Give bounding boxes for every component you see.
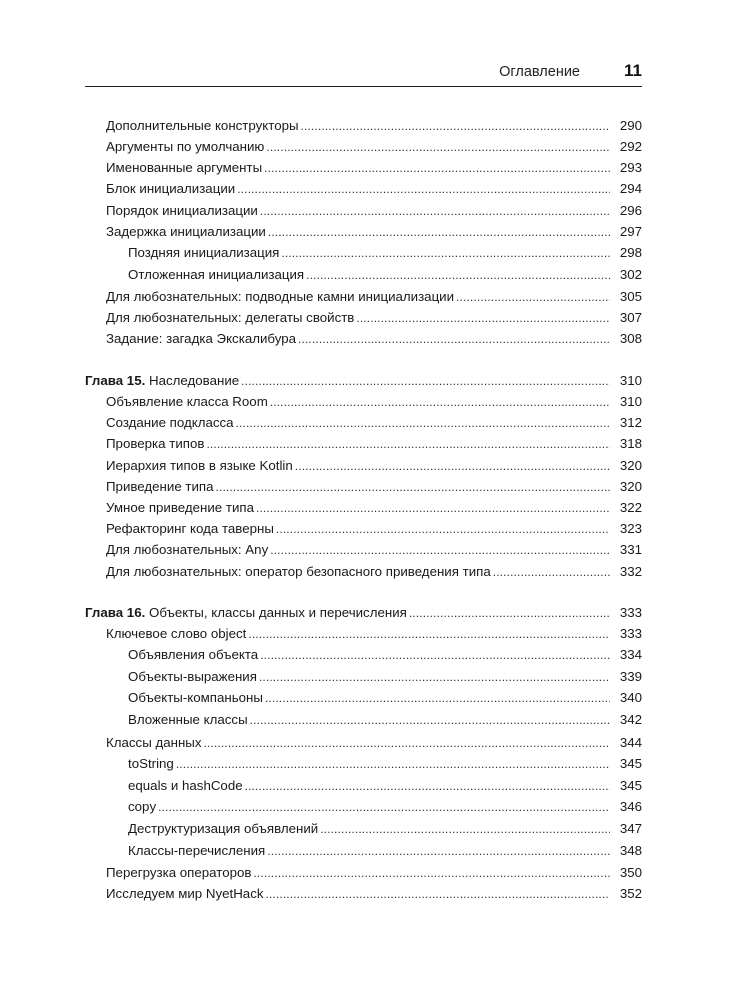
toc-entry-title: Вложенные классы <box>128 712 248 727</box>
toc-entry-title: Объекты-компаньоны <box>128 690 263 705</box>
toc-subentry[interactable] <box>128 819 642 839</box>
toc-entry-title: toString <box>128 756 174 771</box>
toc-entry-page: 344 <box>619 735 642 750</box>
toc-leader-dots <box>236 413 610 433</box>
toc-leader-dots <box>256 498 610 518</box>
toc-entry-page: 342 <box>619 712 642 727</box>
toc-leader-dots <box>260 201 610 221</box>
toc-entry[interactable] <box>106 863 642 883</box>
toc-entry-title: Объекты-выражения <box>128 669 257 684</box>
toc-entry-page: 323 <box>619 521 642 536</box>
toc-leader-dots <box>245 776 610 796</box>
toc-entry[interactable] <box>106 392 642 412</box>
chapter-number: Глава 16. <box>85 605 146 620</box>
toc-entry[interactable] <box>106 624 642 644</box>
toc-entry-title: copy <box>128 799 157 814</box>
toc-entry[interactable] <box>106 308 642 328</box>
toc-entry-page: 345 <box>619 756 642 771</box>
toc-leader-dots <box>158 797 610 817</box>
toc-entry-title: Для любознательных: делегаты свойств <box>106 310 355 325</box>
toc-chapter-title <box>85 371 239 391</box>
toc-entry-title: Именованные аргументы <box>106 160 263 175</box>
toc-entry-page: 307 <box>619 310 642 325</box>
toc-entry[interactable] <box>106 477 642 497</box>
toc-entry-title: Задание: загадка Экскалибура <box>106 331 297 346</box>
toc-subentry[interactable] <box>128 667 642 687</box>
toc-entry-page: 322 <box>619 500 642 515</box>
toc-entry-page: 333 <box>619 605 642 620</box>
toc-leader-dots <box>248 624 610 644</box>
toc-entry-title: Ключевое слово object <box>106 626 247 641</box>
toc-leader-dots <box>298 329 610 349</box>
toc-leader-dots <box>268 222 610 242</box>
toc-entry-page: 296 <box>619 203 642 218</box>
chapter-name: Объекты, классы данных и перечисления <box>149 605 407 620</box>
toc-entry-title: equals и hashCode <box>128 778 243 793</box>
toc-leader-dots <box>176 754 610 774</box>
toc-leader-dots <box>266 884 611 904</box>
toc-entry-page: 350 <box>619 865 642 880</box>
toc-leader-dots <box>270 540 610 560</box>
toc-leader-dots <box>216 477 610 497</box>
toc-leader-dots <box>301 116 610 136</box>
toc-leader-dots <box>281 243 610 263</box>
toc-leader-dots <box>259 667 610 687</box>
toc-leader-dots <box>241 371 610 391</box>
toc-subentry[interactable] <box>128 754 642 774</box>
toc-subentry[interactable] <box>128 776 642 796</box>
toc-entry-title: Иерархия типов в языке Kotlin <box>106 458 293 473</box>
toc-entry-title: Блок инициализации <box>106 181 236 196</box>
toc-entry-page: 298 <box>619 245 642 260</box>
toc-entry-page: 310 <box>619 373 642 388</box>
toc-leader-dots <box>266 137 610 157</box>
toc-subentry[interactable] <box>128 265 642 285</box>
toc-chapter-16[interactable] <box>85 603 642 623</box>
toc-entry[interactable] <box>106 540 642 560</box>
toc-entry-page: 339 <box>619 669 642 684</box>
toc-leader-dots <box>264 158 610 178</box>
toc-entry-title: Для любознательных: оператор безопасного приведения типа <box>106 564 491 579</box>
toc-entry-page: 293 <box>619 160 642 175</box>
toc-entry-title: Для любознательных: Any <box>106 542 269 557</box>
toc-entry-page: 302 <box>619 267 642 282</box>
toc-entry-page: 290 <box>619 118 642 133</box>
toc-entry[interactable] <box>106 519 642 539</box>
toc-entry-page: 340 <box>619 690 642 705</box>
toc-leader-dots <box>276 519 610 539</box>
toc-entry-page: 297 <box>619 224 642 239</box>
toc-entry[interactable] <box>106 201 642 221</box>
chapter-number: Глава 15. <box>85 373 146 388</box>
toc-chapter-15[interactable] <box>85 371 642 391</box>
toc-subentry[interactable] <box>128 841 642 861</box>
toc-leader-dots <box>206 434 610 454</box>
toc-entry-title: Задержка инициализации <box>106 224 266 239</box>
toc-leader-dots <box>320 819 610 839</box>
toc-entry-title: Умное приведение типа <box>106 500 254 515</box>
toc-entry[interactable] <box>106 413 642 433</box>
toc-entry[interactable] <box>106 137 642 157</box>
toc-entry-title: Дополнительные конструкторы <box>106 118 299 133</box>
toc-entry-title: Для любознательных: подводные камни инициализации <box>106 289 455 304</box>
toc-entry-title: Рефакторинг кода таверны <box>106 521 274 536</box>
toc-leader-dots <box>250 710 610 730</box>
toc-chapter-title <box>85 603 407 623</box>
toc-leader-dots <box>356 308 610 328</box>
toc-entry[interactable] <box>106 329 642 349</box>
toc-entry[interactable] <box>106 158 642 178</box>
toc-entry-page: 352 <box>619 886 642 901</box>
chapter-name: Наследование <box>149 373 240 388</box>
toc-leader-dots <box>409 603 610 623</box>
toc-leader-dots <box>267 841 610 861</box>
toc-entry-title: Классы-перечисления <box>128 843 266 858</box>
toc-entry-title: Деструктуризация объявлений <box>128 821 319 836</box>
toc-entry-page: 331 <box>619 542 642 557</box>
toc-subentry[interactable] <box>128 710 642 730</box>
toc-subentry[interactable] <box>128 243 642 263</box>
toc-entry-title: Исследуем мир NyetHack <box>106 886 264 901</box>
toc-entry[interactable] <box>106 456 642 476</box>
toc-entry-page: 334 <box>619 647 642 662</box>
toc-entry-title: Объявления объекта <box>128 647 259 662</box>
toc-entry-title: Проверка типов <box>106 436 205 451</box>
toc-leader-dots <box>295 456 610 476</box>
toc-entry-title: Создание подкласса <box>106 415 234 430</box>
toc-entry-page: 345 <box>619 778 642 793</box>
page-number: 11 <box>624 61 642 80</box>
toc-entry[interactable] <box>106 434 642 454</box>
toc-entry-page: 292 <box>619 139 642 154</box>
toc-entry-page: 318 <box>619 436 642 451</box>
toc-entry[interactable] <box>106 498 642 518</box>
toc-entry-page: 320 <box>619 458 642 473</box>
toc-entry-title: Приведение типа <box>106 479 214 494</box>
toc-subentry[interactable] <box>128 797 642 817</box>
toc-entry-title: Классы данных <box>106 735 202 750</box>
toc-entry-title: Перегрузка операторов <box>106 865 252 880</box>
toc-entry-page: 320 <box>619 479 642 494</box>
toc-leader-dots <box>260 645 610 665</box>
toc-leader-dots <box>493 562 610 582</box>
toc-subentry[interactable] <box>128 645 642 665</box>
toc-entry[interactable] <box>106 179 642 199</box>
toc-entry-page: 308 <box>619 331 642 346</box>
toc-entry-page: 294 <box>619 181 642 196</box>
toc-entry-page: 332 <box>619 564 642 579</box>
toc-entry[interactable] <box>106 562 642 582</box>
toc-entry[interactable] <box>106 733 642 753</box>
toc-entry-page: 333 <box>619 626 642 641</box>
toc-entry-page: 346 <box>619 799 642 814</box>
running-header-title: Оглавление <box>499 64 580 80</box>
toc-entry-title: Порядок инициализации <box>106 203 258 218</box>
toc-leader-dots <box>253 863 610 883</box>
toc-entry[interactable] <box>106 287 642 307</box>
toc-entry-title: Объявление класса Room <box>106 394 268 409</box>
toc-entry-page: 348 <box>619 843 642 858</box>
toc-entry-title: Отложенная инициализация <box>128 267 305 282</box>
toc-leader-dots <box>306 265 610 285</box>
toc-entry-page: 312 <box>619 415 642 430</box>
toc-entry-title: Аргументы по умолчанию <box>106 139 265 154</box>
toc-entry-page: 347 <box>619 821 642 836</box>
toc-entry-title: Поздняя инициализация <box>128 245 280 260</box>
toc-entry[interactable] <box>106 884 642 904</box>
toc-leader-dots <box>204 733 611 753</box>
toc-entry-page: 305 <box>619 289 642 304</box>
toc-leader-dots <box>265 688 610 708</box>
toc-subentry[interactable] <box>128 688 642 708</box>
toc-leader-dots <box>237 179 610 199</box>
toc-entry[interactable] <box>106 116 642 136</box>
toc-entry-page: 310 <box>619 394 642 409</box>
toc-entry[interactable] <box>106 222 642 242</box>
toc-leader-dots <box>270 392 610 412</box>
toc-leader-dots <box>456 287 610 307</box>
